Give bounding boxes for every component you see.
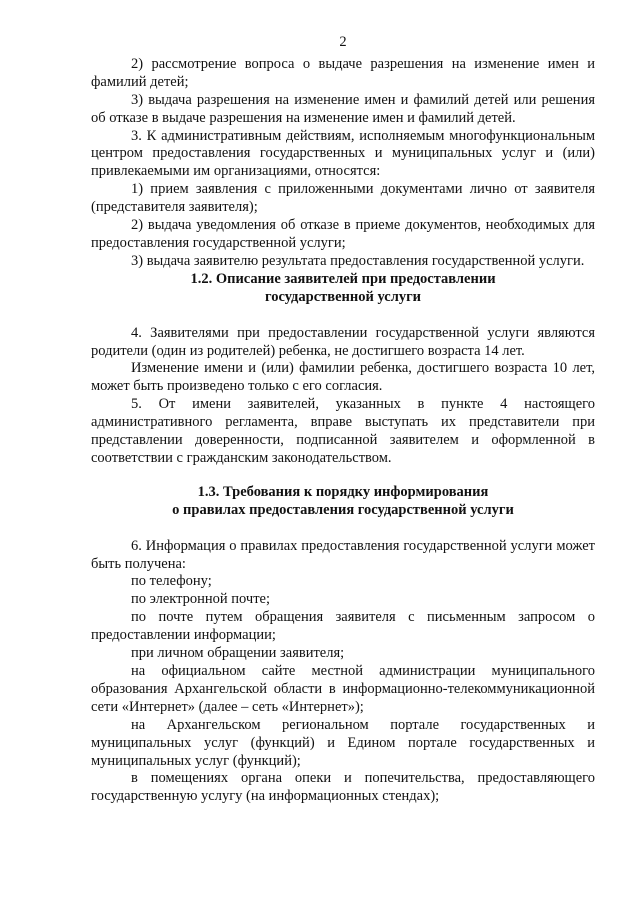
spacer bbox=[91, 520, 595, 538]
section-heading-1-2 bbox=[91, 271, 595, 307]
paragraph: 3) выдача заявителю результата предоставления государственной услуги. bbox=[131, 252, 585, 269]
paragraph: 5. От имени заявителей, указанных в пункте 4 настоящего административного регламента, вправе выступать их представители при представлении доверенности, подписанной заявителем и оформленной в соответствии с гражданским законодательством. bbox=[91, 396, 595, 466]
list-item: по электронной почте; bbox=[131, 591, 271, 608]
paragraph: 2) рассмотрение вопроса о выдаче разрешения на изменение имен и фамилий детей; bbox=[91, 55, 595, 90]
list-item: по телефону; bbox=[131, 573, 212, 590]
paragraph: 6. Информация о правилах предоставления государственной услуги может быть получена: bbox=[91, 537, 595, 572]
heading-line: о правилах предоставления государственной услуги bbox=[172, 501, 514, 518]
list-item: при личном обращении заявителя; bbox=[131, 645, 345, 662]
paragraph: 1) прием заявления с приложенными документами лично от заявителя (представителя заявителя); bbox=[91, 181, 595, 216]
page-number: 2 bbox=[339, 34, 347, 50]
list-item: на официальном сайте местной администрации муниципального образования Архангельской области в информационно-телекоммуникационной сети «Интернет» (далее – сеть «Интернет»); bbox=[91, 663, 595, 715]
paragraph: 4. Заявителями при предоставлении государственной услуги являются родители (один из родителей) ребенка, не достигшего возраста 14 лет. bbox=[91, 324, 595, 359]
paragraph: 2) выдача уведомления об отказе в приеме документов, необходимых для предоставления государственной услуги; bbox=[91, 217, 595, 251]
heading-line: государственной услуги bbox=[264, 288, 422, 305]
document-page bbox=[91, 34, 595, 806]
list-item: по почте путем обращения заявителя с письменным запросом о предоставлении информации; bbox=[91, 609, 595, 644]
spacer bbox=[91, 468, 595, 484]
spacer bbox=[91, 307, 595, 325]
heading-line: 1.3. Требования к порядку информирования bbox=[197, 483, 489, 500]
paragraph: 3. К административным действиям, исполняемым многофункциональным центром предоставления государственных и муниципальных услуг и (или) привлекаемыми им организациями, относятся: bbox=[91, 127, 595, 180]
heading-line: 1.2. Описание заявителей при предоставлении bbox=[190, 270, 496, 287]
list-item: в помещениях органа опеки и попечительства, предоставляющего государственную услугу (на информационных стендах); bbox=[91, 770, 595, 805]
paragraph: Изменение имени и (или) фамилии ребенка, достигшего возраста 10 лет, может быть произведено только с его согласия. bbox=[91, 360, 595, 395]
section-heading-1-3 bbox=[91, 484, 595, 520]
paragraph: 3) выдача разрешения на изменение имен и фамилий детей или решения об отказе в выдаче разрешения на изменение имен и фамилий детей. bbox=[91, 91, 595, 126]
list-item: на Архангельском региональном портале государственных и муниципальных услуг (функций) и Едином портале государственных и муниципальных услуг (функций); bbox=[91, 716, 595, 769]
